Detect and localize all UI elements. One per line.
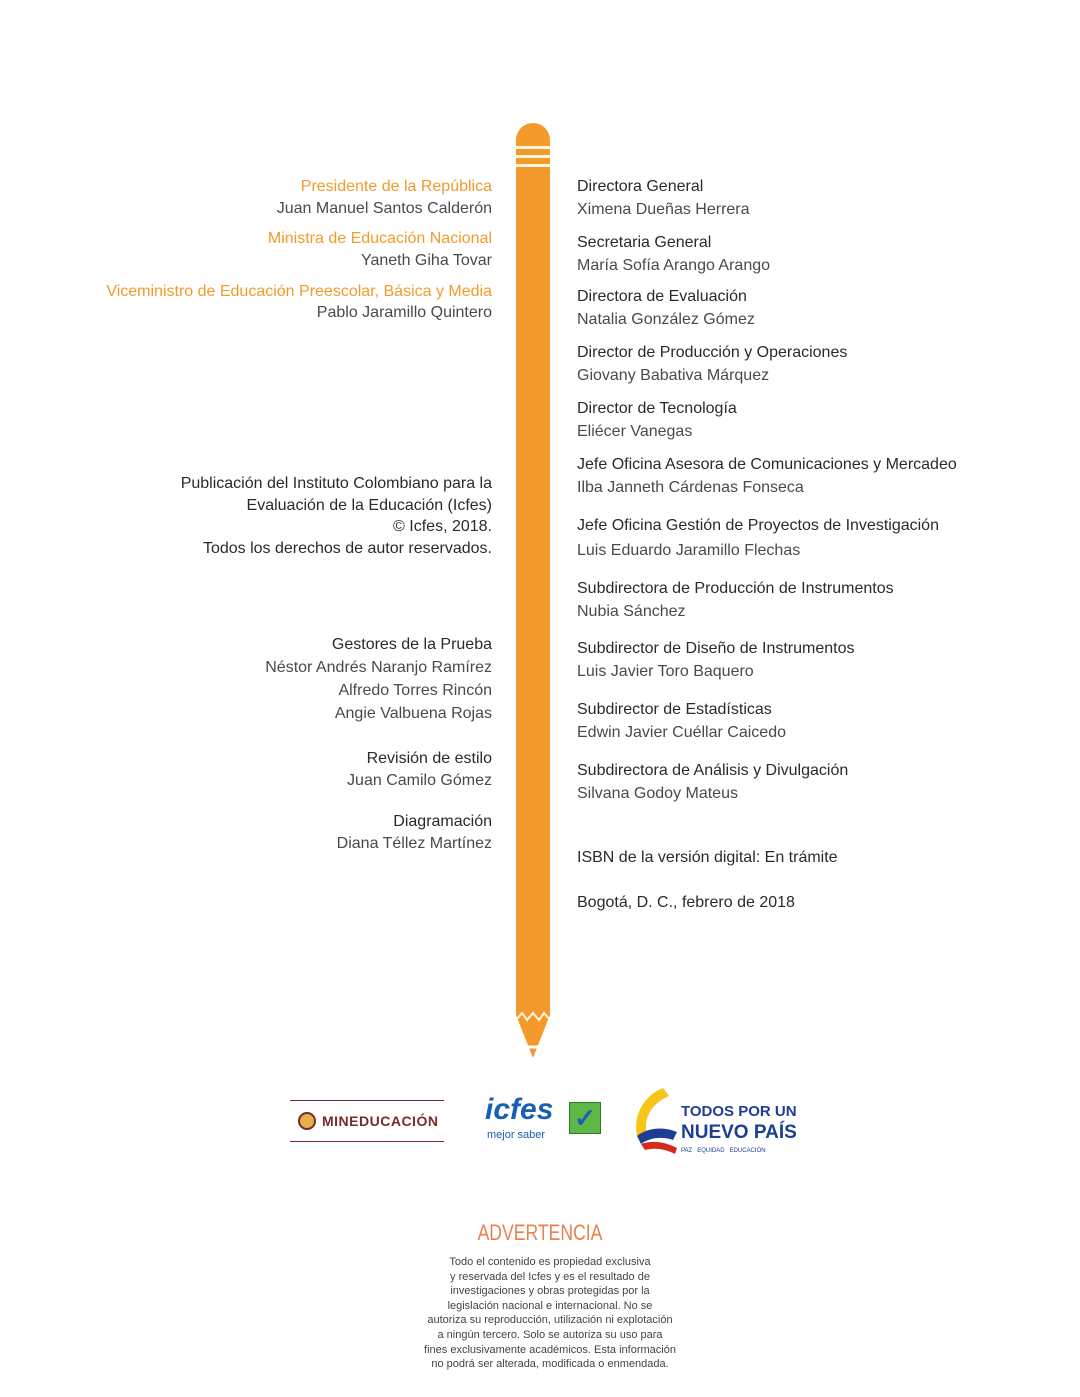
icfes-tagline: mejor saber	[487, 1129, 546, 1141]
staff-name: Eliécer Vanegas	[577, 423, 693, 440]
advertencia-line: autoriza su reproducción, utilización ni explotación	[427, 1314, 673, 1327]
staff-name: Ximena Dueñas Herrera	[577, 201, 750, 218]
revision-name: Juan Camilo Gómez	[347, 772, 492, 789]
staff-title: Directora de Evaluación	[577, 288, 747, 305]
staff-name: Nubia Sánchez	[577, 603, 686, 620]
advertencia-line: legislación nacional e internacional. No se	[447, 1299, 653, 1312]
staff-title: Subdirector de Estadísticas	[577, 701, 772, 718]
isbn: ISBN de la versión digital: En trámite	[577, 849, 838, 866]
publication-line: Publicación del Instituto Colombiano para la	[180, 475, 492, 492]
gestor-name: Néstor Andrés Naranjo Ramírez	[265, 659, 492, 676]
staff-name: Ilba Janneth Cárdenas Fonseca	[577, 479, 804, 496]
staff-title: Director de Producción y Operaciones	[577, 344, 848, 361]
staff-title: Jefe Oficina Asesora de Comunicaciones y Mercadeo	[577, 456, 957, 473]
official-title: Viceministro de Educación Preescolar, Básica y Media	[106, 283, 492, 300]
staff-title: Director de Tecnología	[577, 400, 737, 417]
slogan-line-2: NUEVO PAÍS	[681, 1122, 797, 1143]
advertencia-line: fines exclusivamente académicos. Esta información	[424, 1343, 676, 1356]
advertencia-line: a ningún tercero. Solo se autoriza su uso para	[437, 1328, 663, 1341]
official-title: Presidente de la República	[300, 178, 492, 195]
staff-name: Edwin Javier Cuéllar Caicedo	[577, 724, 786, 741]
staff-title: Directora General	[577, 178, 704, 195]
gestor-name: Alfredo Torres Rincón	[338, 682, 492, 699]
mineducacion-logo	[290, 1100, 444, 1142]
staff-name: Natalia González Gómez	[577, 311, 755, 328]
icfes-wordmark: icfes	[485, 1093, 554, 1126]
advertencia-title: ADVERTENCIA	[477, 1220, 603, 1245]
icfes-logo	[485, 1094, 610, 1146]
gestor-name: Angie Valbuena Rojas	[334, 705, 492, 722]
advertencia-line: Todo el contenido es propiedad exclusiva	[449, 1256, 651, 1268]
slogan-tagline: PAZ EQUIDAD EDUCACIÓN	[681, 1148, 766, 1154]
staff-name: Luis Javier Toro Baquero	[577, 663, 754, 680]
advertencia-line: no podrá ser alterada, modificada o enmendada.	[431, 1358, 669, 1371]
diagramacion-title: Diagramación	[393, 813, 492, 830]
publication-line: Evaluación de la Educación (Icfes)	[246, 497, 492, 514]
publication-line: Todos los derechos de autor reservados.	[202, 540, 492, 557]
flag-swoosh-icon	[633, 1086, 679, 1156]
staff-title: Subdirectora de Producción de Instrumentos	[577, 580, 894, 597]
pencil-divider-icon	[510, 115, 556, 1065]
staff-title: Jefe Oficina Gestión de Proyectos de Investigación	[577, 517, 939, 534]
official-name: Yaneth Giha Tovar	[360, 252, 492, 269]
diagramacion-name: Diana Téllez Martínez	[336, 835, 492, 852]
coat-of-arms-icon	[298, 1112, 316, 1130]
slogan-line-1: TODOS POR UN	[681, 1103, 797, 1120]
revision-title: Revisión de estilo	[366, 750, 492, 767]
todos-por-un-nuevo-pais-logo	[633, 1086, 803, 1160]
staff-title: Subdirectora de Análisis y Divulgación	[577, 762, 849, 779]
advertencia-line: investigaciones y obras protegidas por la	[450, 1285, 650, 1298]
staff-name: Luis Eduardo Jaramillo Flechas	[577, 542, 801, 559]
publication-line: © Icfes, 2018.	[393, 518, 492, 535]
advertencia-line: y reservada del Icfes y es el resultado de	[450, 1270, 650, 1283]
staff-title: Secretaria General	[577, 234, 712, 251]
staff-name: Giovany Babativa Márquez	[577, 367, 770, 384]
staff-name: María Sofía Arango Arango	[577, 257, 771, 274]
official-name: Juan Manuel Santos Calderón	[276, 200, 492, 217]
official-name: Pablo Jaramillo Quintero	[316, 304, 492, 321]
mineducacion-text: MINEDUCACIÓN	[322, 1113, 439, 1129]
gestores-title: Gestores de la Prueba	[331, 636, 492, 653]
staff-title: Subdirector de Diseño de Instrumentos	[577, 640, 855, 657]
staff-name: Silvana Godoy Mateus	[577, 785, 738, 802]
place-date: Bogotá, D. C., febrero de 2018	[577, 894, 795, 911]
checkmark-icon: ✓	[569, 1102, 601, 1134]
official-title: Ministra de Educación Nacional	[267, 230, 492, 247]
advertencia-body	[390, 1255, 710, 1372]
